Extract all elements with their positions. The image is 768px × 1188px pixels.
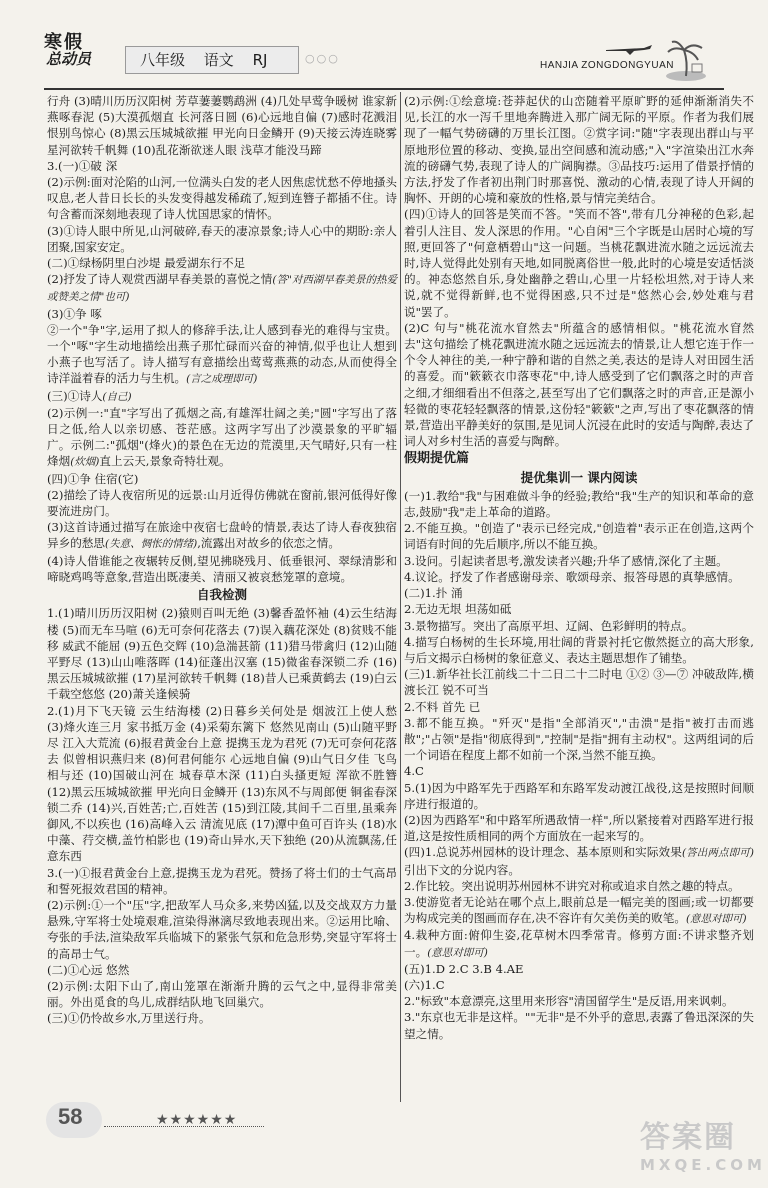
answer-text: (2)示例:①一个"压"字,把敌军人马众多,来势凶猛,以及交战双方力量悬殊,守军将士处境艰难,渲染得淋漓尽致地表现出来。②运用比喻、夸张的手法,渲染敌军兵临城下的紧张气氛和危急形势,突显守军将士的高昂士气。: [47, 897, 397, 961]
answer-text: 4.议论。抒发了作者感谢母亲、歌颂母亲、报答母恩的真挚感情。: [404, 569, 740, 584]
left-answer-column: [47, 93, 397, 1027]
answer-text: (三)1.新华社长江前线二十二日二十二时电 ①② ③—⑦ 冲破敌阵,横渡长江 锐不可当: [404, 667, 754, 698]
palm-island-icon: [664, 38, 708, 82]
decorative-dots: ○○○: [305, 52, 340, 65]
header-rule: [44, 88, 724, 90]
answer-paragraph: [404, 961, 754, 977]
section-title: [404, 470, 754, 486]
answer-text: 2.不能互换。"创造了"表示已经完成,"创造着"表示正在创造,这两个词语有时间的先后顺序,所以不能互换。: [404, 521, 754, 552]
handwritten-note: (言之成理即可): [186, 373, 258, 386]
answer-paragraph: [404, 585, 754, 601]
edition-label: RJ: [252, 51, 268, 69]
answer-text: 4.C: [404, 764, 424, 779]
airplane-icon: [604, 42, 654, 56]
answer-paragraph: [404, 699, 754, 715]
difficulty-stars: ★★★★★★: [156, 1112, 238, 1128]
answer-text: (三)①仍怜故乡水,万里送行舟。: [47, 1011, 211, 1026]
answer-paragraph: [47, 703, 397, 865]
answer-text-tail: 直上云天,景象奇特壮观。: [99, 454, 231, 469]
answer-text: ②一个"争"字,运用了拟人的修辞手法,让人感到春光的难得与宝贵。一个"啄"字生动地描绘出燕子那忙碌而兴奋的神情,似乎也让人想到小燕子也写活了。诗人描写有意描绘出莺莺燕燕的动态,从而使得全诗洋溢着春的活力与生机。: [47, 322, 397, 386]
series-logo: [44, 34, 91, 67]
answer-text: (3)①争 啄: [47, 306, 102, 321]
answer-paragraph: [404, 927, 754, 960]
answer-text: (2)描绘了诗人夜宿所见的远景:山月近得仿佛就在窗前,银河低得好像要流进房门。: [47, 487, 397, 519]
answer-paragraph: [404, 812, 754, 844]
answer-paragraph: [47, 605, 397, 702]
answer-text: 2.不料 首先 已: [404, 699, 481, 714]
answer-text: 3.(一)①报君黄金台上意,提携玉龙为君死。赞扬了将士们的士气高昂和誓死报效君国的精神。: [47, 865, 397, 896]
answer-paragraph: [404, 569, 754, 585]
answer-paragraph: [47, 306, 397, 322]
watermark-line1: 答案圈: [640, 1120, 736, 1155]
answer-paragraph: [47, 519, 397, 552]
answer-paragraph: [47, 897, 397, 962]
answer-text: (3)这首诗通过描写在旅途中夜宿七盘岭的情景,表达了诗人春夜独宿异乡的愁思: [47, 520, 397, 551]
handwritten-note: (答"对西湖早春美景的热爱或赞美之情"也可): [47, 274, 397, 304]
answer-paragraph: [47, 1010, 397, 1026]
answer-paragraph: [404, 878, 754, 894]
handwritten-note: (意思对即可): [427, 946, 488, 959]
answer-paragraph: [404, 1009, 754, 1041]
answer-text: 2.作比较。突出说明苏州园林不讲究对称或追求自然之趣的特点。: [404, 878, 740, 893]
page-header: [0, 0, 768, 88]
answer-paragraph: [404, 601, 754, 617]
answer-paragraph: [47, 93, 397, 158]
handwritten-note: (自己): [102, 390, 132, 403]
answer-text: 提优集训一 课内阅读: [520, 469, 638, 485]
answer-paragraph: [47, 978, 397, 1010]
handwritten-note: (答出两点即可): [681, 847, 754, 860]
answer-text: (2)因为西路军"和中路军所遇敌情一样",所以紧接着对西路军进行报道,这是按性质相同的两个方面放在一起来写的。: [404, 812, 754, 844]
answer-text: (一)1.教给"我"与困难做斗争的经验;教给"我"生产的知识和革命的意志,鼓励"我"走上革命的道路。: [404, 488, 754, 520]
answer-text: (3)①诗人眼中所见,山河破碎,春天的凄凉景象;诗人心中的期盼:亲人团聚,国家安定。: [47, 223, 397, 254]
answer-paragraph: [47, 865, 397, 897]
answer-text: (六)1.C: [404, 977, 445, 992]
answer-paragraph: [47, 553, 397, 585]
answer-paragraph: [404, 320, 754, 450]
answer-text: 4.描写白杨树的生长环境,用壮阔的背景衬托它傲然挺立的高大形象,与后文揭示白杨树的象征意义、表达主题思想作了铺垫。: [404, 634, 754, 665]
answer-text: (2)示例一:"直"字写出了孤烟之高,有雄浑壮阔之美;"圆"字写出了落日之低,给人以亲切感、苍茫感。这两字写出了沙漠景象的平旷辐广。示例二:"孤烟"(烽火)的景色在无边的荒漠里,天气晴好,只有一柱烽烟: [47, 405, 397, 469]
part-heading: [404, 451, 754, 467]
answer-text: (四)①诗人的回答是笑而不答。"笑而不答",带有几分神秘的色彩,起着引人注目、发人深思的作用。"心自闲"三个字既是山居时心境的写照,更回答了"何意栖碧山"这一问题。当桃花飘进流水随之远远流去时,诗人觉得此处别有天地,如同脱离俗世一般,此时的心境是安适恬淡的。神态悠然自乐,身处幽静之碧山,心里一片轻松坦然,对于诗人来说,就不觉得新鲜,也不觉得困惑,只不过是"悠然心会,妙处难与君说"罢了。: [404, 207, 754, 319]
answer-text: 2.(1)月下飞天镜 云生结海楼 (2)日暮乡关何处是 烟波江上使人愁 (3)烽火连三月 家书抵万金 (4)采菊东篱下 悠然见南山 (5)山随平野尽 江入大荒流 (6)报君黄金台上意 提携玉龙为君死 (7)无可奈何花落去 似曾相识燕归来 (8)何君何能尔 心远地自偏 (9)山气日夕佳 飞鸟相与还 (10)国破山河在 城春草木深 (11)白头搔更短 浑欲不胜簪 (12)黑云压城城欲摧 甲光向日金鳞开 (13)东风不与周郎便 铜雀春深锁二乔 (14)兴,百姓苦;亡,百姓苦 (15)到江陵,其间千二百里,虽乘奔御风,不以疾也 (16)高峰入云 清流见底 (17)潭中鱼可百许头 (18)水中藻、荇交横,盖竹柏影也 (19)奇山异水,天下独绝 (20)从流飘荡,任意东西: [47, 703, 397, 864]
answer-paragraph: [47, 255, 397, 271]
logo-line2: 总动员: [46, 50, 92, 68]
section-title: [47, 587, 397, 603]
answer-paragraph: [404, 715, 754, 764]
answer-text: 5.(1)因为中路军先于西路军和东路军发动渡江战役,这是按照时间顺序进行报道的。: [404, 780, 754, 811]
answer-text: (2)示例:①绘意境:苍莽起伏的山峦随着平原旷野的延伸渐渐消失不见,长江的水一泻千里地奔腾进入那广阔无际的平原。作者为我们展现了一幅气势磅礴的万里长江图。②赏字词:"随"字表现出群山与平原地形位置的移动、变换,显出空间感和流动感;"入"字渲染出江水奔流的磅礴气势,表现了诗人的广阔胸襟。③品技巧:运用了借景抒情的方法,抒发了作者初出荆门时那喜悦、激动的心情,表现了诗人开阔的胸怀、开朗的心境和豪放的性格,景与情完美结合。: [404, 94, 754, 206]
answer-text: 3.景物描写。突出了高原平坦、辽阔、色彩鲜明的特点。: [404, 618, 694, 633]
answer-paragraph: [47, 223, 397, 255]
answer-paragraph: [47, 388, 397, 405]
answer-text: 2.无边无垠 坦荡如砥: [404, 602, 512, 617]
answer-text: 3.(一)①破 深: [47, 158, 118, 173]
right-answer-column: [404, 93, 754, 1042]
answer-text: (2)示例:太阳下山了,南山笼罩在渐渐升腾的云气之中,显得非常美丽。外出觅食的鸟儿,成群结队地飞回巢穴。: [47, 978, 397, 1010]
answer-text: 2."标致"本意漂亮,这里用来形容"清国留学生"是反语,用来讽刺。: [404, 994, 734, 1009]
handwritten-note: (炊烟): [70, 456, 100, 469]
answer-paragraph: [404, 993, 754, 1009]
answer-text: 4.栽种方面:俯仰生姿,花草树木四季常青。修剪方面:不讲求整齐划一。: [404, 928, 754, 959]
handwritten-note: (意思对即可): [685, 913, 747, 926]
answer-text: (二)①心远 悠然: [47, 962, 130, 977]
answer-text-tail: ,流露出对故乡的依恋之情。: [197, 536, 340, 551]
answer-paragraph: [47, 158, 397, 174]
answer-paragraph: [404, 780, 754, 812]
answer-paragraph: [404, 844, 754, 877]
answer-paragraph: [47, 471, 397, 487]
answer-paragraph: [404, 977, 754, 993]
answer-text: (三)①诗人: [47, 388, 103, 403]
answer-text-tail: 引出下文的分说内容。: [404, 862, 520, 877]
answer-paragraph: [47, 271, 397, 305]
answer-text: 3.使游览者无论站在哪个点上,眼前总是一幅完美的图画;或一切都要为构成完美的图画而存在,决不容许有欠美伤美的败笔。: [404, 894, 754, 926]
answer-text: 自我检测: [196, 587, 247, 603]
answer-paragraph: [47, 487, 397, 519]
answer-paragraph: [404, 763, 754, 779]
answer-paragraph: [404, 666, 754, 698]
answer-paragraph: [404, 894, 754, 927]
answer-paragraph: [404, 553, 754, 569]
answer-text: (二)①绿杨阴里白沙堤 最爱湖东行不足: [47, 256, 246, 271]
answer-text: 1.(1)晴川历历汉阳树 (2)猿则百叫无绝 (3)馨香盈怀袖 (4)云生结海楼 (5)而无车马喧 (6)无可奈何花落去 (7)误入藕花深处 (8)贫贱不能移 威武不能屈 (9)五色交辉 (10)急湍甚箭 (11)猎马带禽归 (12)山随平野尽 (13)山山唯落晖 (14)征蓬出汉塞 (15)微雀春深锁二乔 (16)黑云压城城欲摧 (17)星河欲转千帆舞 (18)昔人已乘黄鹤去 (19)白云千载空悠悠 (20)萧关逢候骑: [47, 606, 397, 702]
answer-text: (四)1.总说苏州园林的设计理念、基本原则和实际效果: [404, 845, 682, 860]
page-number: 58: [58, 1104, 83, 1129]
answer-paragraph: [404, 93, 754, 206]
series-pinyin: HANJIA ZONGDONGYUAN: [540, 60, 674, 71]
answer-text: 行舟 (3)晴川历历汉阳树 芳草萋萋鹦鹉洲 (4)几处早莺争暖树 谁家新燕啄春泥 (5)大漠孤烟直 长河落日圆 (6)心远地自偏 (7)感时花溅泪 恨别鸟惊心 (8)黑云压城城欲摧 甲光向日金鳞开 (9)天接云涛连晓雾 星河欲转千帆舞 (10)乱花渐欲迷人眼 浅草才能没马蹄: [47, 94, 397, 157]
answer-paragraph: [404, 488, 754, 520]
answer-text: (四)①争 住宿(它): [47, 471, 139, 486]
site-watermark: [640, 1112, 766, 1182]
column-divider: [400, 92, 401, 1102]
answer-paragraph: [404, 634, 754, 666]
answer-text: (五)1.D 2.C 3.B 4.AE: [404, 961, 524, 976]
grade-label: 八年级: [140, 51, 186, 69]
answer-text: (2)C 句与"桃花流水窅然去"所蕴含的感情相似。"桃花流水窅然去"这句描绘了桃花飘进流水随之远远流去的情景,让人想它连于作一个令人神往的美,一种宁静和谐的自然之美,表达的是诗人对田园生活的喜爱。而"簌簌衣巾落枣花"中,诗人感受到了它们飘落之时的声音之细,才细细看出不但落之,甚至写出了它们飘落之时的声音,正是源小轻微的枣花轻轻飘落的情景,这份轻"簌簌"之声,写出了枣花飘落的情景,营造出平静美好的氛围,是见词人沉浸在此时的安适与陶醉,表达了词人对乡村生活的喜爱与陶醉。: [404, 320, 754, 449]
answer-text: 假期提优篇: [404, 451, 470, 467]
answer-paragraph: [47, 962, 397, 978]
answer-paragraph: [47, 322, 397, 388]
answer-text: (4)诗人借谁能之夜辗转反侧,望见拂晓残月、低垂银河、翠绿清影和啼晓鸡鸣等意象,营造出既凄美、清丽又被哀愁笼罩的意境。: [47, 553, 397, 584]
answer-paragraph: [404, 206, 754, 319]
answer-text: 3.设问。引起读者思考,激发读者兴趣;升华了感情,深化了主题。: [404, 553, 728, 568]
answer-text: (2)示例:面对沦陷的山河,一位满头白发的老人因焦虑忧愁不停地搔头叹息,老人昔日长长的头发变得越发稀疏了,短到连簪子都插不住。诗句含蓄而深刻地表现了诗人忧国思家的情怀。: [47, 175, 397, 222]
watermark-line2: MXQE.COM: [640, 1156, 766, 1174]
answer-paragraph: [404, 520, 754, 552]
answer-text: (2)抒发了诗人观赏西湖早春美景的喜悦之情: [47, 272, 273, 287]
answer-paragraph: [47, 405, 397, 471]
answer-text: (二)1.扑 涌: [404, 586, 463, 601]
subject-label: 语文: [203, 51, 234, 69]
handwritten-note: (失意、惆怅的情绪): [104, 538, 198, 551]
answer-text: 3.都不能互换。"歼灭"是指"全部消灭","击溃"是指"被打击而逃散";"占领"是指"彻底得到","控制"是指"拥有主动权"。这两组词的后一个词语在程度上都不如前一个深,当然不能互换。: [404, 715, 754, 763]
logo-line1: 寒假: [44, 32, 84, 53]
answer-text: 3."东京也无非是这样。""无非"是不外乎的意思,表露了鲁迅深深的失望之情。: [404, 1010, 754, 1041]
answer-paragraph: [404, 618, 754, 634]
answer-paragraph: [47, 174, 397, 223]
grade-subject-box: [125, 46, 299, 74]
